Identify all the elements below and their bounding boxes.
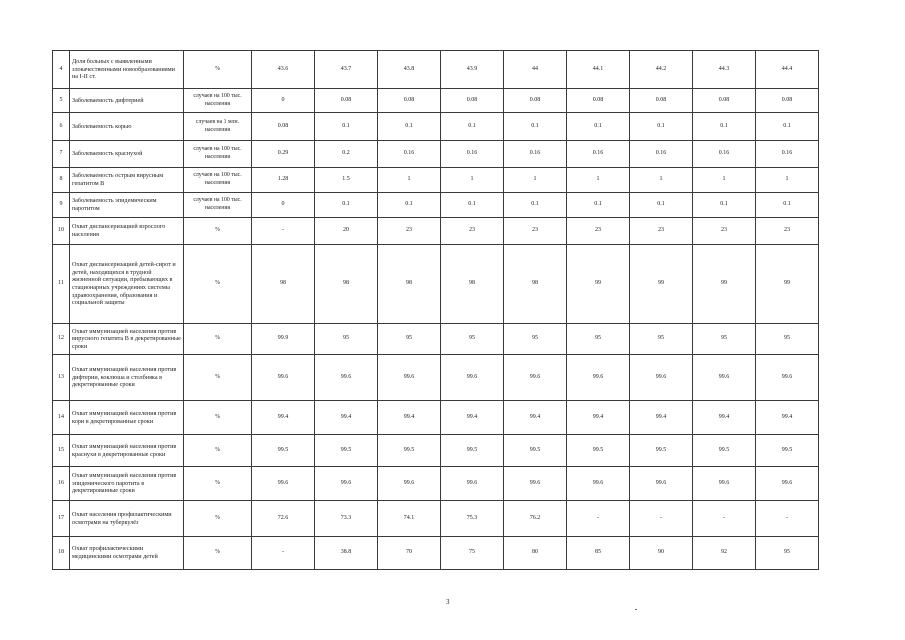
value-cell: 43.9 — [441, 51, 504, 89]
value-cell: 75.3 — [441, 501, 504, 537]
value-cell: 0.08 — [756, 89, 819, 113]
unit-cell: % — [184, 435, 252, 467]
value-cell: 0.16 — [693, 141, 756, 168]
value-cell: 0.08 — [441, 89, 504, 113]
row-number: 4 — [53, 51, 70, 89]
indicator-name: Охват иммунизацией населения против дифтерии, коклюша и столбняка в декретированные сроки — [70, 355, 184, 401]
table-row — [53, 141, 819, 168]
value-cell: 99.6 — [630, 467, 693, 501]
row-number: 5 — [53, 89, 70, 113]
indicator-name: Заболеваемость краснухой — [70, 141, 184, 168]
value-cell: 0.1 — [378, 193, 441, 218]
value-cell: 99 — [567, 245, 630, 324]
unit-cell: % — [184, 401, 252, 435]
value-cell: 0.08 — [630, 89, 693, 113]
value-cell: 43.6 — [252, 51, 315, 89]
row-number: 18 — [53, 537, 70, 570]
indicator-name: Охват диспансеризацией взрослого населения — [70, 218, 184, 245]
table-row — [53, 89, 819, 113]
unit-cell: % — [184, 355, 252, 401]
value-cell: 99.4 — [315, 401, 378, 435]
row-number: 15 — [53, 435, 70, 467]
value-cell: 38.8 — [315, 537, 378, 570]
value-cell: 0 — [252, 193, 315, 218]
value-cell: 99.6 — [315, 467, 378, 501]
value-cell: 0.1 — [567, 193, 630, 218]
row-number: 7 — [53, 141, 70, 168]
value-cell: 23 — [756, 218, 819, 245]
unit-cell: % — [184, 218, 252, 245]
value-cell: 99.6 — [378, 467, 441, 501]
value-cell: 0.1 — [504, 193, 567, 218]
value-cell: 70 — [378, 537, 441, 570]
value-cell: 1 — [378, 168, 441, 193]
value-cell: 76.2 — [504, 501, 567, 537]
unit-cell: случаев на 100 тыс. населения — [184, 168, 252, 193]
table-row — [53, 324, 819, 355]
value-cell: 99.4 — [756, 401, 819, 435]
table-row — [53, 245, 819, 324]
value-cell: 23 — [378, 218, 441, 245]
unit-cell: % — [184, 537, 252, 570]
indicator-name: Доля больных с выявленными злокачественными новообразованиями на I-II ст. — [70, 51, 184, 89]
value-cell: 0.16 — [756, 141, 819, 168]
value-cell: 95 — [441, 324, 504, 355]
indicator-name: Заболеваемость острым вирусным гепатитом В — [70, 168, 184, 193]
value-cell: 92 — [693, 537, 756, 570]
value-cell: 99.5 — [504, 435, 567, 467]
table-body — [53, 51, 819, 570]
value-cell: 99 — [756, 245, 819, 324]
value-cell: 99.5 — [315, 435, 378, 467]
value-cell: 99.5 — [756, 435, 819, 467]
value-cell: 1.28 — [252, 168, 315, 193]
value-cell: 43.7 — [315, 51, 378, 89]
value-cell: - — [693, 501, 756, 537]
value-cell: 0.1 — [630, 193, 693, 218]
value-cell: 98 — [378, 245, 441, 324]
value-cell: 1 — [630, 168, 693, 193]
value-cell: 95 — [693, 324, 756, 355]
value-cell: 99.5 — [441, 435, 504, 467]
table-row — [53, 218, 819, 245]
value-cell: 1 — [693, 168, 756, 193]
value-cell: 0.1 — [756, 193, 819, 218]
value-cell: 0.08 — [252, 113, 315, 141]
value-cell: 0.08 — [315, 89, 378, 113]
value-cell: 95 — [567, 324, 630, 355]
value-cell: 95 — [504, 324, 567, 355]
table-row — [53, 113, 819, 141]
value-cell: 0.16 — [441, 141, 504, 168]
value-cell: 0.08 — [378, 89, 441, 113]
value-cell: 99.6 — [378, 355, 441, 401]
value-cell: 98 — [504, 245, 567, 324]
value-cell: 0.08 — [567, 89, 630, 113]
value-cell: 0.16 — [630, 141, 693, 168]
value-cell: 20 — [315, 218, 378, 245]
row-number: 10 — [53, 218, 70, 245]
value-cell: 99.5 — [630, 435, 693, 467]
value-cell: 95 — [378, 324, 441, 355]
unit-cell: % — [184, 467, 252, 501]
indicator-name: Охват профилактическими медицинскими осмотрами детей — [70, 537, 184, 570]
value-cell: 0.08 — [504, 89, 567, 113]
unit-cell: случаев на 100 тыс. населения — [184, 193, 252, 218]
value-cell: 99.6 — [756, 355, 819, 401]
value-cell: 99.6 — [504, 467, 567, 501]
value-cell: 99.4 — [252, 401, 315, 435]
value-cell: 0.08 — [693, 89, 756, 113]
value-cell: 99.6 — [315, 355, 378, 401]
table-row — [53, 51, 819, 89]
value-cell: 99.6 — [567, 355, 630, 401]
indicator-name: Охват иммунизацией населения против кори в декретированные сроки — [70, 401, 184, 435]
value-cell: 23 — [504, 218, 567, 245]
value-cell: 99.6 — [693, 467, 756, 501]
value-cell: 0.16 — [567, 141, 630, 168]
value-cell: 43.8 — [378, 51, 441, 89]
value-cell: 99.4 — [630, 401, 693, 435]
row-number: 6 — [53, 113, 70, 141]
value-cell: 98 — [441, 245, 504, 324]
value-cell: 73.3 — [315, 501, 378, 537]
scan-speck — [635, 609, 637, 610]
value-cell: 44.1 — [567, 51, 630, 89]
unit-cell: % — [184, 51, 252, 89]
value-cell: 0.1 — [567, 113, 630, 141]
indicator-name: Охват населения профилактическими осмотрами на туберкулёз — [70, 501, 184, 537]
value-cell: 99.6 — [441, 355, 504, 401]
value-cell: - — [630, 501, 693, 537]
indicator-name: Охват иммунизацией населения против эпидемического паротита в декретированные сроки — [70, 467, 184, 501]
value-cell: 99.6 — [252, 467, 315, 501]
value-cell: 1 — [504, 168, 567, 193]
value-cell: 95 — [756, 324, 819, 355]
value-cell: 0.2 — [315, 141, 378, 168]
unit-cell: % — [184, 324, 252, 355]
value-cell: 99.6 — [693, 355, 756, 401]
table-row — [53, 355, 819, 401]
value-cell: 99.6 — [441, 467, 504, 501]
value-cell: 99.6 — [756, 467, 819, 501]
value-cell: 0.1 — [693, 193, 756, 218]
row-number: 8 — [53, 168, 70, 193]
value-cell: 72.6 — [252, 501, 315, 537]
value-cell: 0.1 — [693, 113, 756, 141]
value-cell: 85 — [567, 537, 630, 570]
value-cell: 95 — [315, 324, 378, 355]
table-row — [53, 435, 819, 467]
value-cell: 99 — [693, 245, 756, 324]
row-number: 16 — [53, 467, 70, 501]
unit-cell: % — [184, 501, 252, 537]
value-cell: 99.6 — [252, 355, 315, 401]
indicator-name: Заболеваемость дифтерией — [70, 89, 184, 113]
value-cell: 0 — [252, 89, 315, 113]
row-number: 17 — [53, 501, 70, 537]
value-cell: 44.2 — [630, 51, 693, 89]
indicator-name: Заболеваемость корью — [70, 113, 184, 141]
value-cell: 0.1 — [756, 113, 819, 141]
row-number: 12 — [53, 324, 70, 355]
value-cell: 0.1 — [315, 193, 378, 218]
value-cell: 23 — [630, 218, 693, 245]
value-cell: 99.4 — [504, 401, 567, 435]
value-cell: 74.1 — [378, 501, 441, 537]
value-cell: - — [252, 218, 315, 245]
value-cell: 90 — [630, 537, 693, 570]
row-number: 11 — [53, 245, 70, 324]
value-cell: 0.1 — [441, 113, 504, 141]
value-cell: 75 — [441, 537, 504, 570]
unit-cell: % — [184, 245, 252, 324]
value-cell: 99.4 — [567, 401, 630, 435]
value-cell: 98 — [252, 245, 315, 324]
value-cell: 0.1 — [504, 113, 567, 141]
row-number: 9 — [53, 193, 70, 218]
unit-cell: случаев на 100 тыс. населения — [184, 141, 252, 168]
value-cell: 99.6 — [567, 467, 630, 501]
value-cell: 0.1 — [441, 193, 504, 218]
table-row — [53, 467, 819, 501]
value-cell: 95 — [630, 324, 693, 355]
value-cell: 99.5 — [567, 435, 630, 467]
value-cell: 99.4 — [693, 401, 756, 435]
table-row — [53, 193, 819, 218]
value-cell: 0.1 — [630, 113, 693, 141]
indicator-name: Охват диспансеризацией детей-сирот и детей, находящихся в трудной жизненной ситуации, пребывающих в стационарных учреждениях системы здравоохранения, образования и социальной защиты — [70, 245, 184, 324]
value-cell: 95 — [756, 537, 819, 570]
value-cell: 1 — [441, 168, 504, 193]
value-cell: 1 — [756, 168, 819, 193]
value-cell: 0.29 — [252, 141, 315, 168]
value-cell: 99.9 — [252, 324, 315, 355]
indicator-name: Охват иммунизацией населения против вирусного гепатита В в декретированные сроки — [70, 324, 184, 355]
indicator-name: Охват иммунизацией населения против краснухи в декретированные сроки — [70, 435, 184, 467]
value-cell: - — [252, 537, 315, 570]
value-cell: 0.16 — [504, 141, 567, 168]
unit-cell: случаев на 100 тыс. населения — [184, 89, 252, 113]
value-cell: 99 — [630, 245, 693, 324]
value-cell: 23 — [567, 218, 630, 245]
value-cell: 80 — [504, 537, 567, 570]
indicator-name: Заболеваемость эпидемическим паротитом — [70, 193, 184, 218]
row-number: 13 — [53, 355, 70, 401]
table-row — [53, 401, 819, 435]
value-cell: 23 — [693, 218, 756, 245]
value-cell: 99.4 — [378, 401, 441, 435]
indicators-table — [52, 50, 819, 570]
value-cell: 99.4 — [441, 401, 504, 435]
table-row — [53, 168, 819, 193]
value-cell: 1.5 — [315, 168, 378, 193]
value-cell: 1 — [567, 168, 630, 193]
table-row — [53, 501, 819, 537]
value-cell: 99.6 — [504, 355, 567, 401]
value-cell: 98 — [315, 245, 378, 324]
unit-cell: случаев на 1 млн. населения — [184, 113, 252, 141]
value-cell: 99.6 — [630, 355, 693, 401]
value-cell: 0.1 — [378, 113, 441, 141]
value-cell: - — [756, 501, 819, 537]
value-cell: - — [567, 501, 630, 537]
value-cell: 99.5 — [693, 435, 756, 467]
value-cell: 44.3 — [693, 51, 756, 89]
row-number: 14 — [53, 401, 70, 435]
value-cell: 0.16 — [378, 141, 441, 168]
value-cell: 44.4 — [756, 51, 819, 89]
table-row — [53, 537, 819, 570]
value-cell: 99.5 — [378, 435, 441, 467]
value-cell: 99.5 — [252, 435, 315, 467]
page-number: 3 — [446, 598, 450, 606]
value-cell: 0.1 — [315, 113, 378, 141]
value-cell: 44 — [504, 51, 567, 89]
value-cell: 23 — [441, 218, 504, 245]
